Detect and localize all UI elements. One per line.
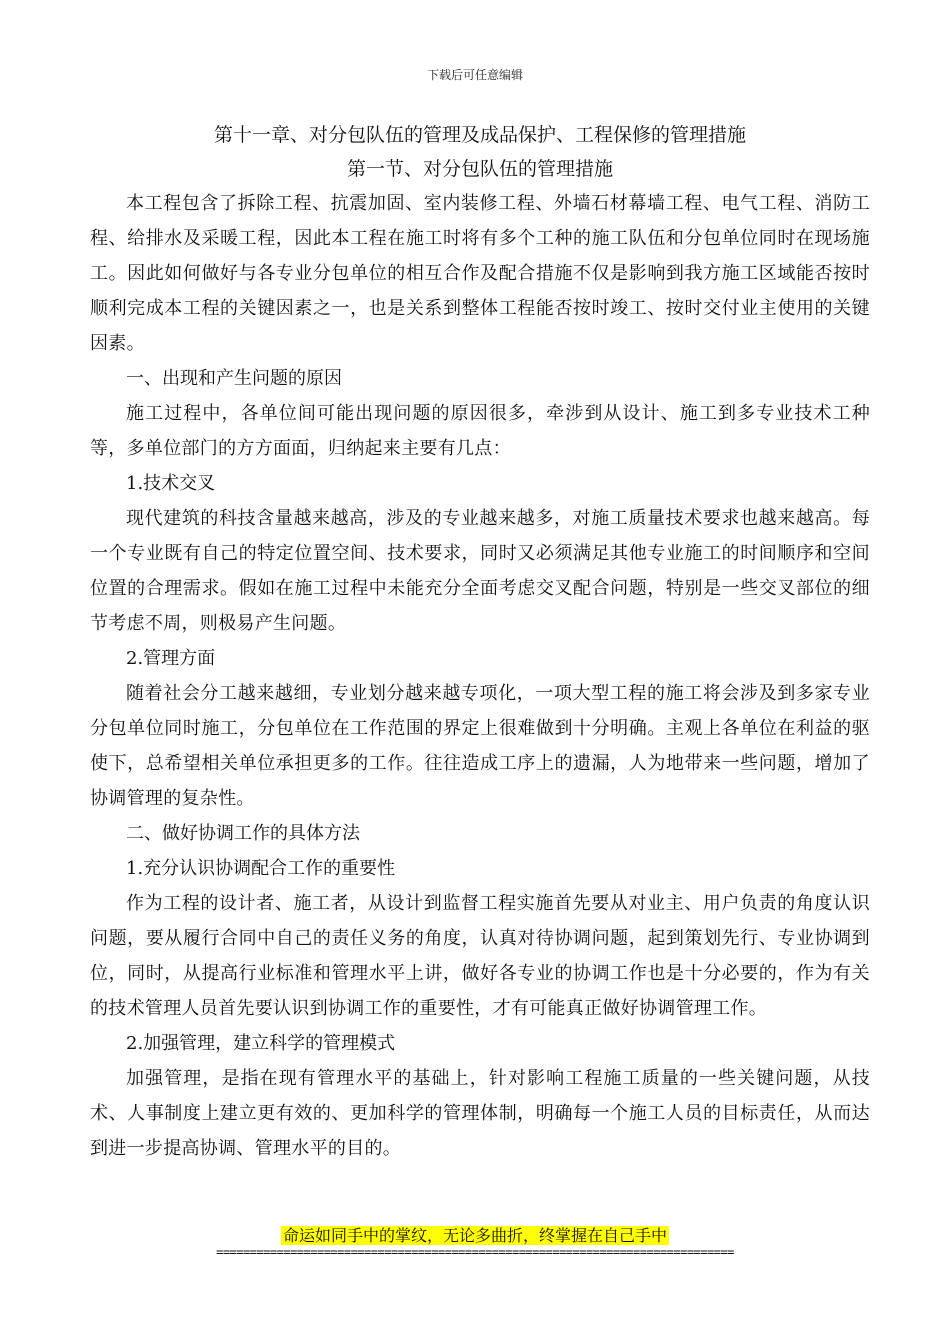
motto-text: 命运如同手中的掌纹，无论多曲折，终掌握在自己手中: [282, 1226, 667, 1245]
heading-technical-overlap: 1.技术交叉: [126, 473, 216, 494]
footer-motto: [0, 1226, 950, 1246]
download-note: 下载后可任意编辑: [426, 68, 523, 82]
technical-overlap-paragraph: 现代建筑的科技含量越来越高，涉及的专业越来越多，对施工质量技术要求也越来越高。每一个专业既有自己的特定位置空间、技术要求，同时又必须满足其他专业施工的时间顺序和空间位置的合理需求。假如在施工过程中未能充分全面考虑交叉配合问题，特别是一些交叉部位的细节考虑不周，则极易产生问题。: [90, 508, 870, 634]
chapter-title: 第十一章、对分包队伍的管理及成品保护、工程保修的管理措施: [213, 124, 746, 146]
heading-management: 2.管理方面: [126, 648, 216, 669]
heading-coordination-methods: 二、做好协调工作的具体方法: [126, 823, 360, 844]
footer-rule: =============================================================================: [216, 1245, 734, 1259]
intro-paragraph: 本工程包含了拆除工程、抗震加固、室内装修工程、外墙石材幕墙工程、电气工程、消防工程、给排水及采暖工程，因此本工程在施工时将有多个工种的施工队伍和分包单位同时在现场施工。因此如何做好与各专业分包单位的相互合作及配合措施不仅是影响到我方施工区域能否按时顺利完成本工程的关键因素之一，也是关系到整体工程能否按时竣工、按时交付业主使用的关键因素。: [90, 193, 870, 354]
causes-paragraph: 施工过程中，各单位间可能出现问题的原因很多，牵涉到从设计、施工到多专业技术工种等，多单位部门的方方面面，归纳起来主要有几点：: [90, 403, 870, 459]
heading-strengthen-management: 2.加强管理，建立科学的管理模式: [126, 1033, 396, 1054]
section-title: 第一节、对分包队伍的管理措施: [346, 158, 613, 180]
heading-causes: 一、出现和产生问题的原因: [126, 368, 342, 389]
importance-paragraph: 作为工程的设计者、施工者，从设计到监督工程实施首先要从对业主、用户负责的角度认识问题，要从履行合同中自己的责任义务的角度，认真对待协调问题，起到策划先行、专业协调到位，同时，从提高行业标准和管理水平上讲，做好各专业的协调工作也是十分必要的，作为有关的技术管理人员首先要认识到协调工作的重要性，才有可能真正做好协调管理工作。: [90, 893, 870, 1019]
document-body: [90, 118, 870, 1166]
heading-importance: 1.充分认识协调配合工作的重要性: [126, 858, 396, 879]
strengthen-management-paragraph: 加强管理，是指在现有管理水平的基础上，针对影响工程施工质量的一些关键问题，从技术、人事制度上建立更有效的、更加科学的管理体制，明确每一个施工人员的目标责任，从而达到进一步提高协调、管理水平的目的。: [90, 1068, 870, 1159]
management-paragraph: 随着社会分工越来越细，专业划分越来越专项化，一项大型工程的施工将会涉及到多家专业分包单位同时施工，分包单位在工作范围的界定上很难做到十分明确。主观上各单位在利益的驱使下，总希望相关单位承担更多的工作。往往造成工序上的遗漏，人为地带来一些问题，增加了协调管理的复杂性。: [90, 683, 870, 809]
